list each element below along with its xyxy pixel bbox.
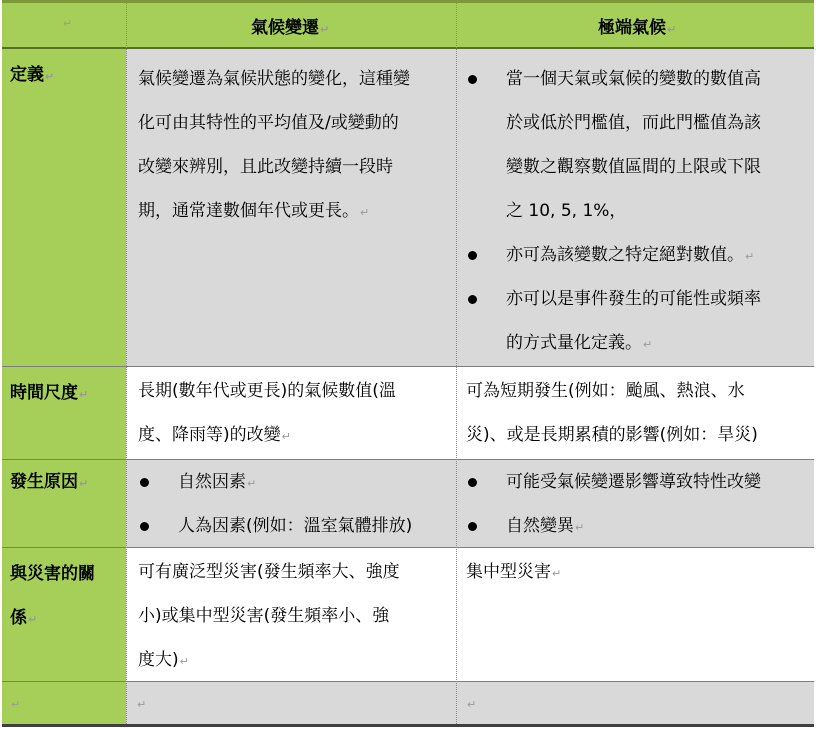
row-label-disaster-line: 與災害的關 xyxy=(10,564,95,584)
cell-text-line: 化可由其特性的平均值及/或變動的 xyxy=(138,113,399,133)
bullet-icon xyxy=(468,478,477,487)
paragraph-mark: ↵ xyxy=(63,17,73,30)
table-row-cause xyxy=(2,460,814,548)
cell-text-line: 小)或集中型災害(發生頻率小、強 xyxy=(138,606,390,626)
bullet-icon xyxy=(468,75,477,84)
cell-text-line: 可能受氣候變遷影響導致特性改變 xyxy=(506,472,761,492)
paragraph-mark: ↵ xyxy=(467,698,477,711)
bullet-icon xyxy=(468,251,477,260)
table-row-definition xyxy=(2,49,814,367)
row-label-definition: 定義↵ xyxy=(10,65,55,85)
table-row-disaster xyxy=(2,548,814,682)
cell-text-line: 災)、或是長期累積的影響(例如：旱災) xyxy=(466,425,758,445)
table-row-timescale xyxy=(2,367,814,460)
column-divider xyxy=(126,3,127,724)
comparison-table xyxy=(2,0,814,727)
bullet-icon xyxy=(140,478,149,487)
cell-text-line: 度、降雨等)的改變↵ xyxy=(138,425,291,445)
cell-text-line: 自然變異↵ xyxy=(506,516,585,536)
cell-text-line: 集中型災害↵ xyxy=(466,562,562,582)
bullet-icon xyxy=(468,295,477,304)
table-header-row xyxy=(2,3,814,49)
cell-text-line: 自然因素↵ xyxy=(178,472,257,492)
paragraph-mark: ↵ xyxy=(11,698,21,711)
paragraph-mark: ↵ xyxy=(137,698,147,711)
column-divider xyxy=(456,3,457,724)
bullet-icon xyxy=(468,522,477,531)
header-extreme-climate: 極端氣候↵ xyxy=(598,18,677,38)
row-label-timescale: 時間尺度↵ xyxy=(10,383,89,403)
cell-text-line: 變數之觀察數值區間的上限或下限 xyxy=(506,157,761,177)
cell-text-line: 長期(數年代或更長)的氣候數值(溫 xyxy=(138,381,396,401)
header-climate-change: 氣候變遷↵ xyxy=(251,18,330,38)
bullet-icon xyxy=(140,522,149,531)
cell-text-line: 度大)↵ xyxy=(138,650,189,670)
row-label-cause: 發生原因↵ xyxy=(10,472,89,492)
cell-text-line: 亦可以是事件發生的可能性或頻率 xyxy=(506,289,761,309)
cell-text-line: 氣候變遷為氣候狀態的變化，這種變 xyxy=(138,69,410,89)
cell-text-line: 可為短期發生(例如：颱風、熱浪、水 xyxy=(466,381,745,401)
cell-text-line: 當一個天氣或氣候的變數的數值高 xyxy=(506,69,761,89)
cell-text-line: 改變來辨別，且此改變持續一段時 xyxy=(138,157,393,177)
cell-text-line: 期，通常達數個年代或更長。↵ xyxy=(138,201,370,221)
cell-text-line: 人為因素(例如：溫室氣體排放) xyxy=(178,516,413,536)
cell-text-line: 亦可為該變數之特定絕對數值。↵ xyxy=(506,245,755,265)
cell-text-line: 可有廣泛型災害(發生頻率大、強度 xyxy=(138,562,400,582)
cell-text-line: 之 10, 5, 1%， xyxy=(506,201,627,221)
cell-text-line: 於或低於門檻值，而此門檻值為該 xyxy=(506,113,761,133)
table-row-empty xyxy=(2,682,814,724)
cell-text-line: 的方式量化定義。↵ xyxy=(506,333,653,353)
row-label-disaster-line: 係↵ xyxy=(10,608,38,628)
